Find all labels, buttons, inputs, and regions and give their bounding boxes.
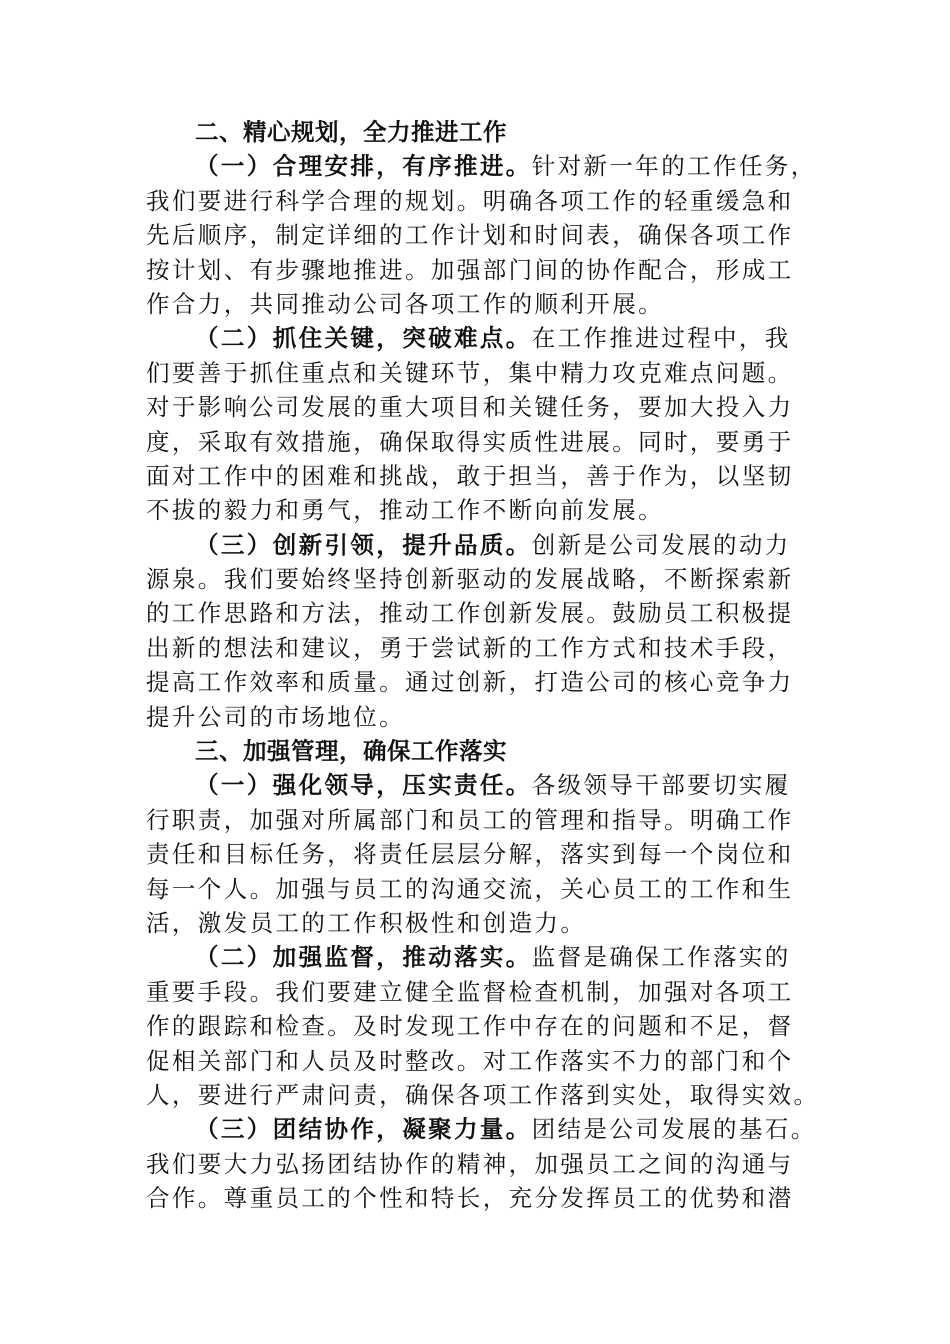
paragraph-line: 面对工作中的困难和挑战，敢于担当，善于作为，以坚韧: [146, 461, 794, 490]
paragraph-lead: （三）创新引领，提升品质。: [195, 530, 532, 559]
paragraph-line: [146, 768, 806, 802]
paragraph-line: 先后顺序，制定详细的工作计划和时间表，确保各项工作: [146, 221, 794, 250]
paragraph-line: 人，要进行严肃问责，确保各项工作落到实处，取得实效。: [146, 1080, 820, 1109]
paragraph-line: 提高工作效率和质量。通过创新，打造公司的核心竞争力: [146, 668, 794, 697]
paragraph-text: 在工作推进过程中，我: [531, 324, 791, 353]
paragraph-line: 们要善于抓住重点和关键环节，集中精力攻克难点问题。: [146, 358, 794, 387]
paragraph-line: 提升公司的市场地位。: [146, 702, 405, 731]
paragraph-line: 行职责，加强对所属部门和员工的管理和指导。明确工作: [146, 805, 794, 834]
paragraph-line: 源泉。我们要始终坚持创新驱动的发展战略，不断探索新: [146, 565, 794, 594]
paragraph-line: 作合力，共同推动公司各项工作的顺利开展。: [146, 289, 664, 318]
paragraph-line: 合作。尊重员工的个性和特长，充分发挥员工的优势和潜: [146, 1184, 794, 1213]
paragraph-line: [146, 1112, 817, 1146]
paragraph-line: [146, 528, 806, 562]
section-heading: 三、加强管理，确保工作落实: [195, 737, 507, 766]
paragraph-line: 每一个人。加强与员工的沟通交流，关心员工的工作和生: [146, 874, 794, 903]
paragraph-line: 作的跟踪和检查。及时发现工作中存在的问题和不足，督: [146, 1012, 794, 1041]
paragraph-lead: （二）加强监督，推动落实。: [195, 943, 532, 972]
paragraph-line: 我们要进行科学合理的规划。明确各项工作的轻重缓急和: [146, 186, 794, 215]
paragraph-line: 度，采取有效措施，确保取得实质性进展。同时，要勇于: [146, 427, 794, 456]
paragraph-line: 责任和目标任务，将责任层层分解，落实到每一个岗位和: [146, 840, 794, 869]
paragraph-text: 针对新一年的工作任务，: [531, 152, 817, 181]
paragraph-line: 重要手段。我们要建立健全监督检查机制，加强对各项工: [146, 977, 794, 1006]
paragraph-line: 活，激发员工的工作积极性和创造力。: [146, 908, 587, 937]
paragraph-line: 我们要大力弘扬团结协作的精神，加强员工之间的沟通与: [146, 1149, 794, 1178]
paragraph-text: 创新是公司发展的动力: [531, 530, 791, 559]
paragraph-line: [146, 149, 817, 183]
paragraph-lead: （一）强化领导，压实责任。: [195, 771, 532, 800]
paragraph-text: 监督是确保工作落实的: [531, 943, 791, 972]
paragraph-line: [146, 321, 806, 355]
paragraph-lead: （二）抓住关键，突破难点。: [195, 324, 532, 353]
paragraph-line: 促相关部门和人员及时整改。对工作落实不力的部门和个: [146, 1046, 794, 1075]
document-page: [146, 115, 820, 1216]
paragraph-line: [146, 940, 806, 974]
section-heading: 二、精心规划，全力推进工作: [195, 118, 507, 146]
paragraph-line: 按计划、有步骤地推进。加强部门间的协作配合，形成工: [146, 255, 794, 284]
paragraph-line: 不拔的毅力和勇气，推动工作不断向前发展。: [146, 496, 664, 525]
paragraph-line: 对于影响公司发展的重大项目和关键任务，要加大投入力: [146, 393, 794, 422]
paragraph-text: 各级领导干部要切实履: [531, 771, 791, 800]
paragraph-lead: （一）合理安排，有序推进。: [195, 152, 532, 181]
paragraph-text: 团结是公司发展的基石。: [531, 1115, 817, 1144]
paragraph-line: 出新的想法和建议，勇于尝试新的工作方式和技术手段，: [146, 633, 794, 662]
paragraph-lead: （三）团结协作，凝聚力量。: [195, 1115, 532, 1144]
paragraph-line: 的工作思路和方法，推动工作创新发展。鼓励员工积极提: [146, 599, 794, 628]
